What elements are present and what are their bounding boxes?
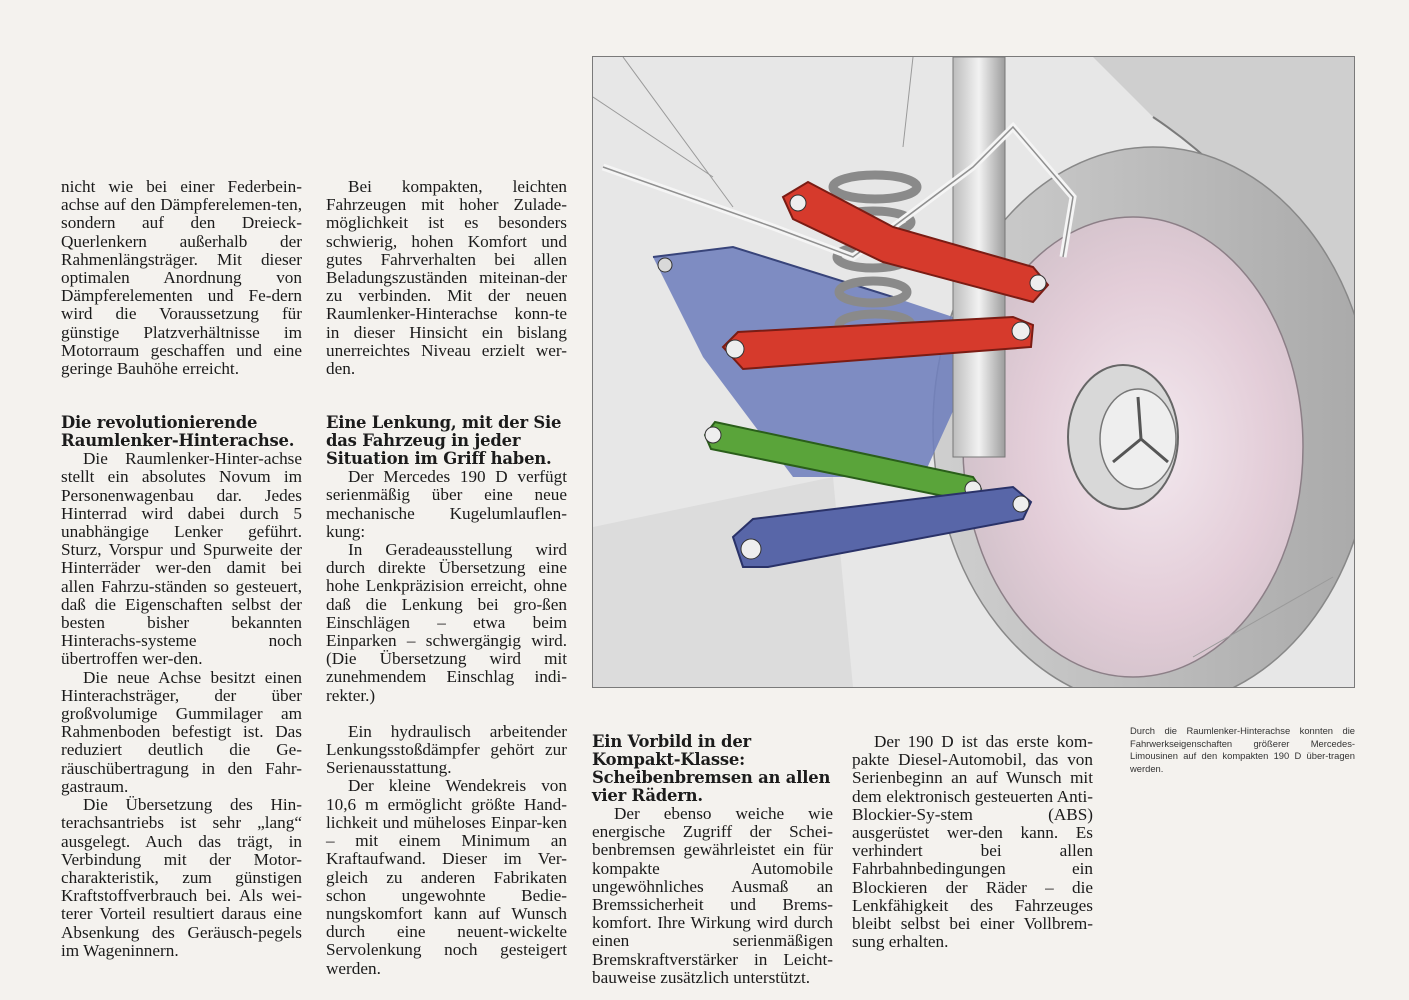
col2-paragraph-1: Der Mercedes 190 D verfügt serienmäßig über eine neue mechanische Kugelumlauflen-kung: bbox=[326, 467, 567, 541]
heading-scheibenbremsen: Ein Vorbild in der Kompakt-Klasse: Scheibenbremsen an allen vier Rädern. bbox=[592, 732, 831, 805]
col2-paragraph-3: Ein hydraulisch arbeitender Lenkungsstoßdämpfer gehört zur Serienausstattung. bbox=[326, 721, 567, 778]
suspension-drawing bbox=[593, 57, 1354, 687]
text-column-4 bbox=[852, 733, 1093, 951]
col2-paragraph-2: In Geradeausstellung wird durch direkte Übersetzung eine hohe Lenkpräzision erreicht, ohne daß die Lenkung bei gro-ßen Einschlägen – etwa beim Einparken – schwergängig wird. (Die Übersetzung wird mit zunehmendem Einschlag indi-rekter.) bbox=[326, 540, 567, 705]
text-column-1 bbox=[61, 178, 302, 960]
text-column-2 bbox=[326, 178, 567, 978]
rear-axle-illustration bbox=[592, 56, 1355, 688]
col4-paragraph-1: Der 190 D ist das erste kom-pakte Diesel-Automobil, das von Serienbeginn an auf Wunsch mit dem elektronisch gesteuerten Anti-Blockier-Sy-stem (ABS) ausgerüstet wer-den kann. Es verhindert bei allen Fahrbahnbedingungen ein Blockieren der Räder – die Lenkfähigkeit des Fahrzeuges bleibt selbst bei einer Vollbrem-sung erhalten. bbox=[852, 732, 1093, 952]
col3-paragraph-1: Der ebenso weiche wie energische Zugriff der Schei-benbremsen gewährleistet ein für kompakte Automobile ungewöhnliches Ausmaß an Bremssicherheit und Brems-komfort. Ihre Wirkung wird durch einen serienmäßigen Bremskraftverstärker in Leicht-bauweise zusätzlich unterstützt. bbox=[592, 804, 833, 987]
col1-paragraph-3: Die Übersetzung des Hin-terachsantriebs ist sehr „lang“ ausgelegt. Auch das trägt, in Verbindung mit der Motor-charakteristik, zum günstigen Kraftstoffverbrauch bei. Als wei-terer Vorteil resultiert daraus eine Absenkung des Geräusch-pegels im Wageninnern. bbox=[61, 795, 302, 960]
col2-intro: Bei kompakten, leichten Fahrzeugen mit hoher Zulade-möglichkeit ist es besonders schwierig, hohen Komfort und gutes Fahrverhalten bei allen Beladungszuständen miteinan-der zu verbinden. Mit der neuen Raumlenker-Hinterachse konn-te in dieser Hinsicht ein bislang unerreichtes Niveau erzielt wer-den. bbox=[326, 177, 567, 379]
col1-intro: nicht wie bei einer Federbein-achse auf den Dämpferelemen-ten, sondern auf den Dreieck-Querlenkern außerhalb der Rahmenlängsträger. Mit dieser optimalen Anordnung von Dämpferelementen und Fe-dern wird die Voraussetzung für günstige Platzverhältnisse im Motorraum geschaffen und eine geringe Bauhöhe erreicht. bbox=[61, 177, 302, 379]
text-column-3 bbox=[592, 733, 833, 987]
col1-paragraph-2: Die neue Achse besitzt einen Hinterachsträger, der über großvolumige Gummilager am Rahmenboden befestigt ist. Das reduziert deutlich die Ge-räuschübertragung in den Fahr-gastraum. bbox=[61, 667, 302, 796]
illustration-caption: Durch die Raumlenker-Hinterachse konnten die Fahrwerkseigenschaften größerer Mercedes-Limousinen auf den kompakten 190 D über-tragen werden. bbox=[1130, 725, 1355, 774]
col1-paragraph-1: Die Raumlenker-Hinter-achse stellt ein absolutes Novum im Personenwagenbau dar. Jedes Hinterrad wird dabei durch 5 unabhängige Lenker geführt. Sturz, Vorspur und Spurweite der Hinterräder wer-den damit bei allen Fahrzu-ständen so gesteuert, daß die Eigenschaften selbst der besten bisher bekannten Hinterachs-systeme noch übertroffen wer-den. bbox=[61, 449, 302, 669]
heading-raumlenker: Die revolutionierende Raumlenker-Hinterachse. bbox=[61, 413, 295, 451]
heading-lenkung: Eine Lenkung, mit der Sie das Fahrzeug in jeder Situation im Griff haben. bbox=[326, 413, 562, 469]
col2-paragraph-4: Der kleine Wendekreis von 10,6 m ermöglicht größte Hand-lichkeit und müheloses Einpar-ken – mit einem Minimum an Kraftaufwand. Dieser im Ver-gleich zu anderen Fabrikaten schon ungewohnte Bedie-nungskomfort kann auf Wunsch durch eine neuent-wickelte Servolenkung noch gesteigert werden. bbox=[326, 776, 567, 978]
